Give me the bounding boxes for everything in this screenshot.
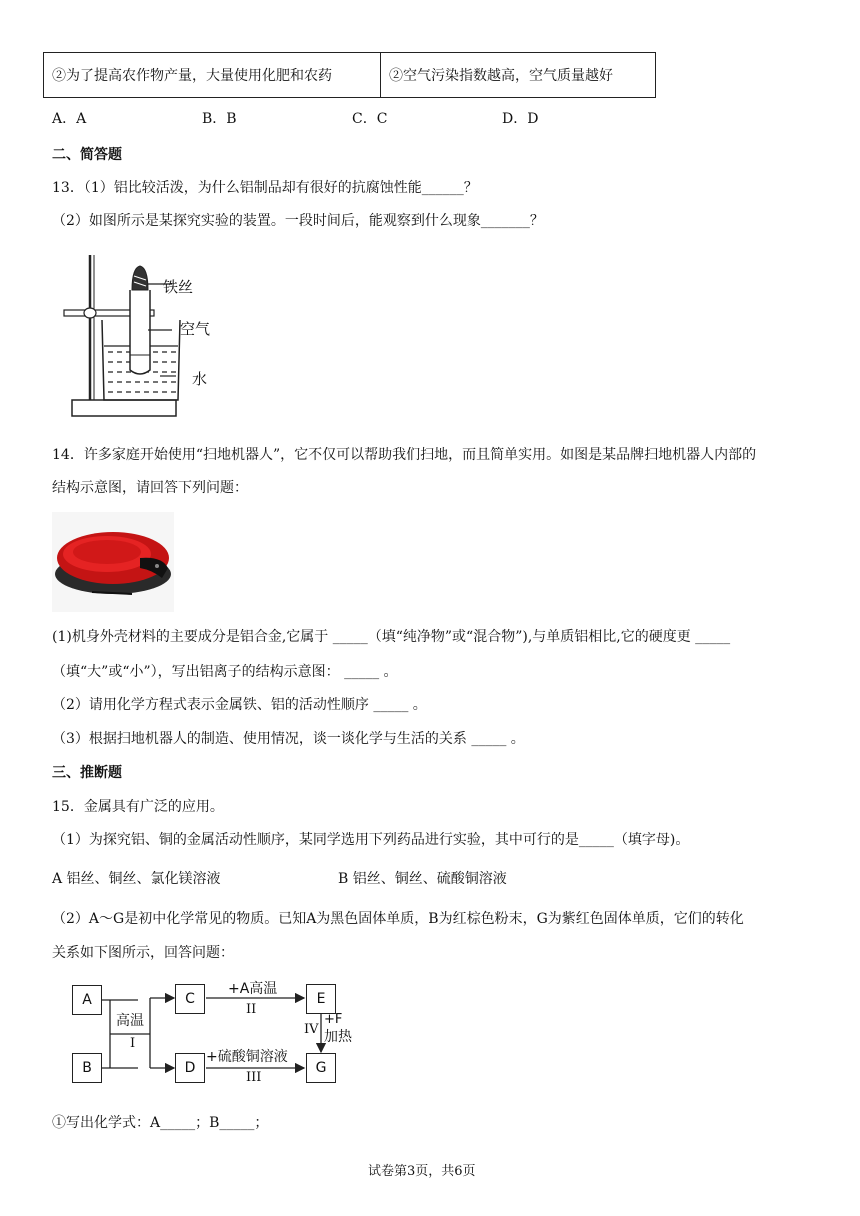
q15-answer-line: ①写出化学式：A_____；B_____； xyxy=(52,1115,269,1131)
box-d: D xyxy=(175,1053,205,1083)
box-a: A xyxy=(72,985,102,1015)
table-cell-left: ②为了提高农作物产量，大量使用化肥和农药 xyxy=(44,53,381,98)
label-roman-1: I xyxy=(130,1036,136,1051)
box-g: G xyxy=(306,1053,336,1083)
label-heat: 加热 xyxy=(324,1029,352,1045)
options-table xyxy=(43,52,656,98)
q14-sub1-line1: (1)机身外壳材料的主要成分是铝合金,它属于 _____（填“纯净物”或“混合物”),与单质铝相比,它的硬度更 _____ xyxy=(52,629,731,645)
label-roman-3: III xyxy=(246,1070,262,1085)
label-plus-copper-sulfate: +硫酸铜溶液 xyxy=(206,1049,288,1065)
q14-sub2: （2）请用化学方程式表示金属铁、铝的活动性顺序 _____ 。 xyxy=(52,697,427,713)
q14-line1: 14．许多家庭开始使用“扫地机器人”，它不仅可以帮助我们扫地，而且简单实用。如图是某品牌扫地机器人内部的 xyxy=(52,447,757,463)
section-heading-inference: 三、推断题 xyxy=(52,765,122,781)
label-iron-wire: 铁丝 xyxy=(163,278,194,296)
transformation-diagram xyxy=(70,981,370,1085)
table-cell-right: ②空气污染指数越高，空气质量越好 xyxy=(381,53,656,98)
section-heading-short-answer: 二、简答题 xyxy=(52,147,122,163)
option-c: C．C xyxy=(352,111,388,127)
option-b: B．B xyxy=(202,111,237,127)
q14-sub1-line2: （填“大”或“小”），写出铝离子的结构示意图： _____ 。 xyxy=(52,664,398,680)
label-high-temp: 高温 xyxy=(116,1013,144,1029)
box-b: B xyxy=(72,1053,102,1083)
label-roman-2: II xyxy=(246,1002,257,1017)
label-plus-f: +F xyxy=(324,1012,343,1027)
q14-sub3: （3）根据扫地机器人的制造、使用情况，谈一谈化学与生活的关系 _____ 。 xyxy=(52,731,525,747)
q15-sub1: （1）为探究铝、铜的金属活动性顺序，某同学选用下列药品进行实验，其中可行的是_____（填字母)。 xyxy=(52,832,690,848)
page-footer: 试卷第3页，共6页 xyxy=(368,1164,476,1179)
label-roman-4: IV xyxy=(304,1022,319,1037)
box-c: C xyxy=(175,984,205,1014)
box-e: E xyxy=(306,984,336,1014)
robot-vacuum-image xyxy=(52,512,174,612)
label-plus-a-high-temp: +A高温 xyxy=(228,981,278,997)
q15-option-a: A 铝丝、铜丝、氯化镁溶液 xyxy=(52,871,221,887)
q15-option-b: B 铝丝、铜丝、硫酸铜溶液 xyxy=(338,871,507,887)
q15-sub2-line1: （2）A～G是初中化学常见的物质。已知A为黑色固体单质，B为红棕色粉末，G为紫红色固体单质，它们的转化 xyxy=(52,911,744,927)
label-air: 空气 xyxy=(180,320,211,338)
q13-part2: （2）如图所示是某探究实验的装置。一段时间后，能观察到什么现象_______？ xyxy=(52,213,544,229)
q14-line2: 结构示意图，请回答下列问题： xyxy=(52,480,248,496)
q13-part1: 13．（1）铝比较活泼，为什么铝制品却有很好的抗腐蚀性能______？ xyxy=(52,180,478,196)
q15-sub2-line2: 关系如下图所示，回答问题： xyxy=(52,945,234,961)
option-d: D．D xyxy=(502,111,539,127)
q15-intro: 15．金属具有广泛的应用。 xyxy=(52,799,224,815)
label-water: 水 xyxy=(192,370,208,388)
option-a: A．A xyxy=(52,111,87,127)
